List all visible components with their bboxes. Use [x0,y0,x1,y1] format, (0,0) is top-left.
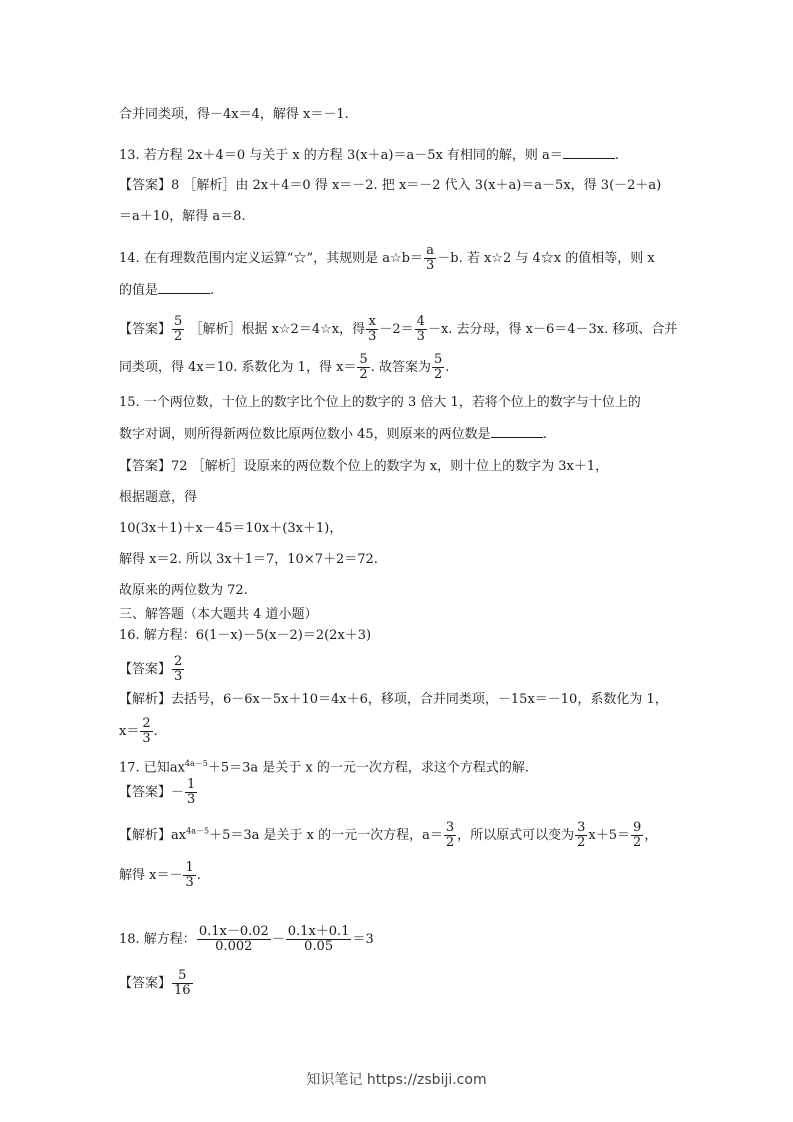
explanation-16-cont: x＝ $\frac{2}{3}$ . [119,716,158,746]
question-15-cont: 数字对调，则所得新两位数比原两位数小 45，则原来的两位数是 . [119,427,547,442]
answer-17: 【答案】－ $\frac{1}{3}$ [119,777,196,807]
fraction: $\frac{2}{3}$ [174,654,183,684]
fraction: $\frac{2}{3}$ [142,716,151,746]
fraction: $\frac{9}{2}$ [633,820,642,850]
fraction: $\frac{5}{16}$ [174,968,191,998]
explanation-17-cont: 解得 x＝－ $\frac{1}{3}$ . [119,860,201,890]
explanation-16: 【解析】去括号，6－6x－5x＋10＝4x＋6，移项，合并同类项，－15x＝－10，系数化为 1， [119,692,668,707]
answer-blank [563,146,615,159]
answer-13-cont: ＝a＋10，解得 a＝8. [119,209,246,224]
question-16: 16. 解方程：6(1－x)－5(x－2)＝2(2x＋3) [119,628,372,643]
answer-15-cont: 根据题意，得 [119,490,198,505]
fraction: $\frac{a}{3}$ [425,243,435,273]
fraction: $\frac{5}{2}$ [359,352,368,382]
question-18: 18. 解方程： $\frac{0.1x-0.02}{0.002}$ － $\frac{0.1x+0.1}{0.05}$ ＝3 [119,924,374,954]
fraction: $\frac{3}{2}$ [577,820,586,850]
section-heading: 三、解答题（本大题共 4 道小题） [119,607,318,622]
equation-line: 10(3x＋1)＋x－45＝10x＋(3x＋1)， [119,521,343,536]
answer-14-cont: 同类项，得 4x＝10. 系数化为 1，得 x＝ $\frac{5}{2}$ . 故答案为 $\frac{5}{2}$ . [119,352,450,382]
question-14: 14. 在有理数范围内定义运算“☆”，其规则是 a☆b＝ $\frac{a}{3}$ －b. 若 x☆2 与 4☆x 的值相等，则 x [119,243,655,273]
answer-18: 【答案】 $\frac{5}{16}$ [119,968,191,998]
fraction: $\frac{x}{3}$ [368,314,377,344]
question-17: 17. 已知$ax^{4a-5}+5=3a$ 是关于 x 的一元一次方程，求这个方程式的解. [119,759,530,776]
fraction: $\frac{0.1x+0.1}{0.05}$ [287,924,350,954]
answer-blank [158,281,210,294]
fraction: $\frac{5}{2}$ [433,352,443,382]
fraction: $\frac{0.1x-0.02}{0.002}$ [198,924,269,954]
question-15: 15. 一个两位数，十位上的数字比个位上的数字的 3 倍大 1，若将个位上的数字与十位上的 [119,395,641,410]
answer-14: 【答案】 $\frac{5}{2}$ ［解析］根据 x☆2＝4☆x，得 $\frac{x}{3}$ －2＝ $\frac{4}{3}$ －x. 去分母，得 x－6＝4－3x. 移项、合并 [119,314,678,344]
fraction: $\frac{3}{2}$ [445,820,455,850]
footer-watermark: 知识笔记 https://zsbiji.com [306,1072,487,1088]
fraction: $\frac{5}{2}$ [174,314,183,344]
answer-15-cont: 解得 x＝2. 所以 3x＋1＝7，10×7＋2＝72. [119,552,378,567]
explanation-17: 【解析】$ax^{4a-5}+5=3a$ 是关于 x 的一元一次方程，a＝ $\frac{3}{2}$ ，所以原式可以变为 $\frac{3}{2}$ x＋5＝ $\frac{9}{2}$ ， [119,820,658,850]
text-line: 合并同类项，得－4x＝4，解得 x＝－1. [119,107,349,122]
answer-15: 【答案】72 ［解析］设原来的两位数个位上的数字为 x，则十位上的数字为 3x＋1， [119,459,609,474]
answer-blank [491,425,543,438]
fraction: $\frac{4}{3}$ [416,314,425,344]
answer-16: 【答案】 $\frac{2}{3}$ [119,654,183,684]
question-13: 13. 若方程 2x＋4＝0 与关于 x 的方程 3(x＋a)＝a－5x 有相同的解，则 a＝ . [119,148,619,163]
question-14-cont: 的值是 . [119,283,215,298]
fraction: $\frac{1}{3}$ [187,777,196,807]
answer-15-cont: 故原来的两位数为 72. [119,583,248,598]
answer-13: 【答案】8 ［解析］由 2x＋4＝0 得 x＝－2. 把 x＝－2 代入 3(x＋a)＝a－5x，得 3(－2＋a) [119,178,662,193]
fraction: $\frac{1}{3}$ [185,860,194,890]
